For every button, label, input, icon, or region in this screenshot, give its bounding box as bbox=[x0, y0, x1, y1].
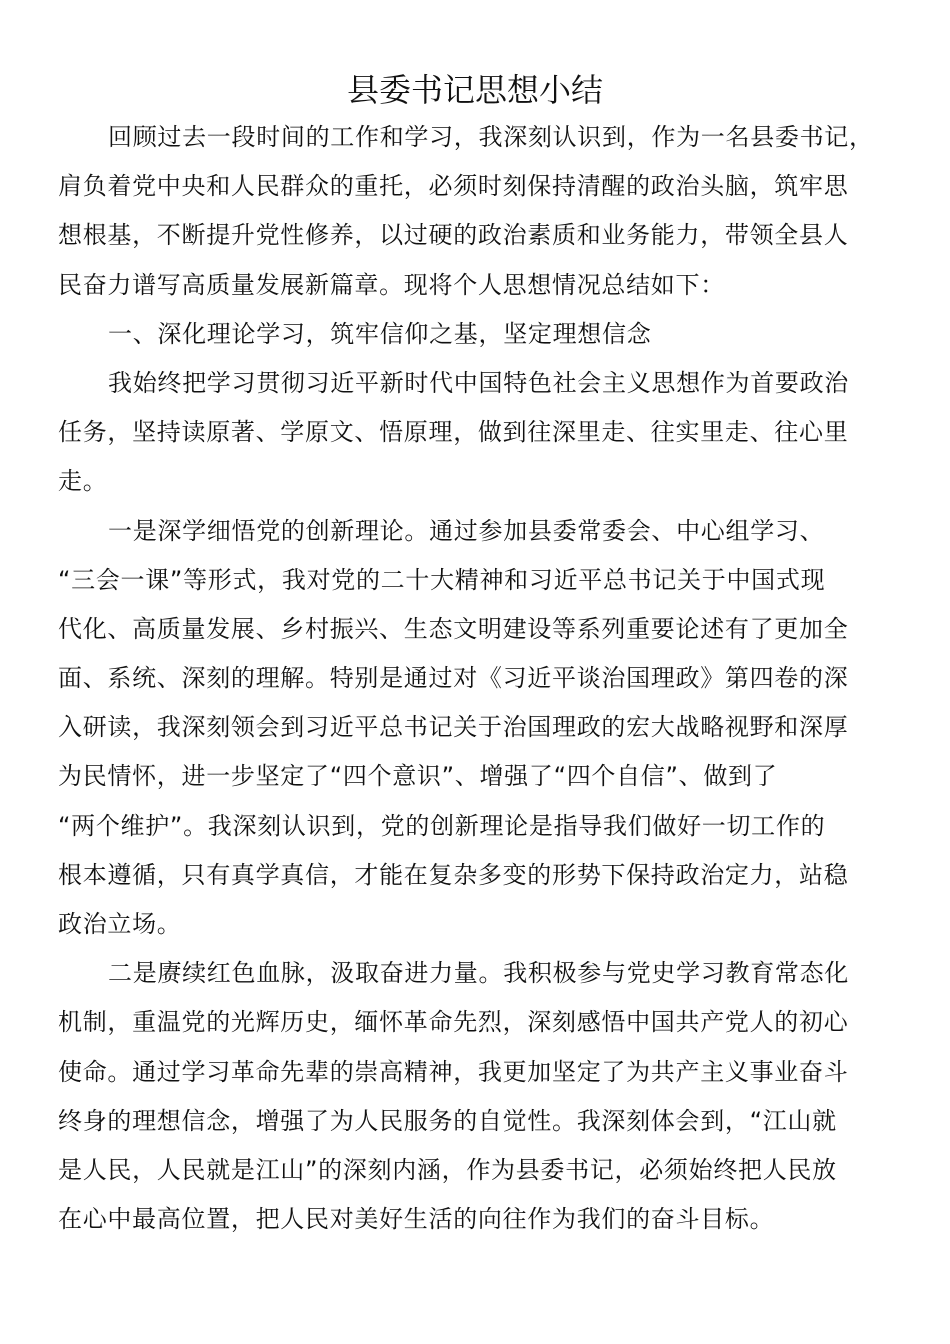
paragraph-line: 是人民，人民就是江山”的深刻内涵，作为县委书记，必须始终把人民放 bbox=[58, 1155, 837, 1184]
document-title: 县委书记思想小结 bbox=[346, 71, 603, 109]
paragraph-line: 面、系统、深刻的理解。特别是通过对《习近平谈治国理政》第四卷的深 bbox=[58, 664, 849, 693]
paragraph-line: 想根基，不断提升党性修养，以过硬的政治素质和业务能力，带领全县人 bbox=[58, 221, 849, 250]
paragraph-line: 我始终把学习贯彻习近平新时代中国特色社会主义思想作为首要政治 bbox=[108, 368, 849, 397]
document-body bbox=[58, 113, 888, 1244]
paragraph-line: “三会一课”等形式，我对党的二十大精神和习近平总书记关于中国式现 bbox=[58, 565, 826, 594]
paragraph-line: 政治立场。 bbox=[58, 910, 182, 938]
paragraph-line: 代化、高质量发展、乡村振兴、生态文明建设等系列重要论述有了更加全 bbox=[58, 614, 849, 643]
paragraph-line: 走。 bbox=[58, 467, 108, 496]
paragraph-line: 根本遵循，只有真学真信，才能在复杂多变的形势下保持政治定力，站稳 bbox=[58, 860, 849, 889]
paragraph-line: 肩负着党中央和人民群众的重托，必须时刻保持清醒的政治头脑，筑牢思 bbox=[58, 172, 849, 201]
paragraph-line: 为民情怀，进一步坚定了“四个意识”、增强了“四个自信”、做到了 bbox=[58, 762, 778, 791]
paragraph-line: 在心中最高位置，把人民对美好生活的向往作为我们的奋斗目标。 bbox=[58, 1205, 775, 1234]
paragraph-line: 使命。通过学习革命先辈的崇高精神，我更加坚定了为共产主义事业奋斗 bbox=[58, 1057, 849, 1086]
paragraph-line: 一是深学细悟党的创新理论。通过参加县委常委会、中心组学习、 bbox=[108, 516, 825, 545]
paragraph-line: 民奋力谱写高质量发展新篇章。现将个人思想情况总结如下： bbox=[58, 270, 725, 299]
paragraph-line: 任务，坚持读原著、学原文、悟原理，做到往深里走、往实里走、往心里 bbox=[58, 418, 849, 447]
section-heading: 一、深化理论学习，筑牢信仰之基，坚定理想信念 bbox=[108, 319, 652, 348]
paragraph-line: 回顾过去一段时间的工作和学习，我深刻认识到，作为一名县委书记， bbox=[108, 123, 874, 151]
paragraph-line: 机制，重温党的光辉历史，缅怀革命先烈，深刻感悟中国共产党人的初心 bbox=[58, 1008, 849, 1037]
paragraph-line: “两个维护”。我深刻认识到，党的创新理论是指导我们做好一切工作的 bbox=[58, 811, 826, 840]
paragraph-line: 入研读，我深刻领会到习近平总书记关于治国理政的宏大战略视野和深厚 bbox=[58, 713, 849, 742]
paragraph-line: 终身的理想信念，增强了为人民服务的自觉性。我深刻体会到，“江山就 bbox=[58, 1106, 837, 1135]
paragraph-line: 二是赓续红色血脉，汲取奋进力量。我积极参与党史学习教育常态化 bbox=[108, 959, 849, 988]
